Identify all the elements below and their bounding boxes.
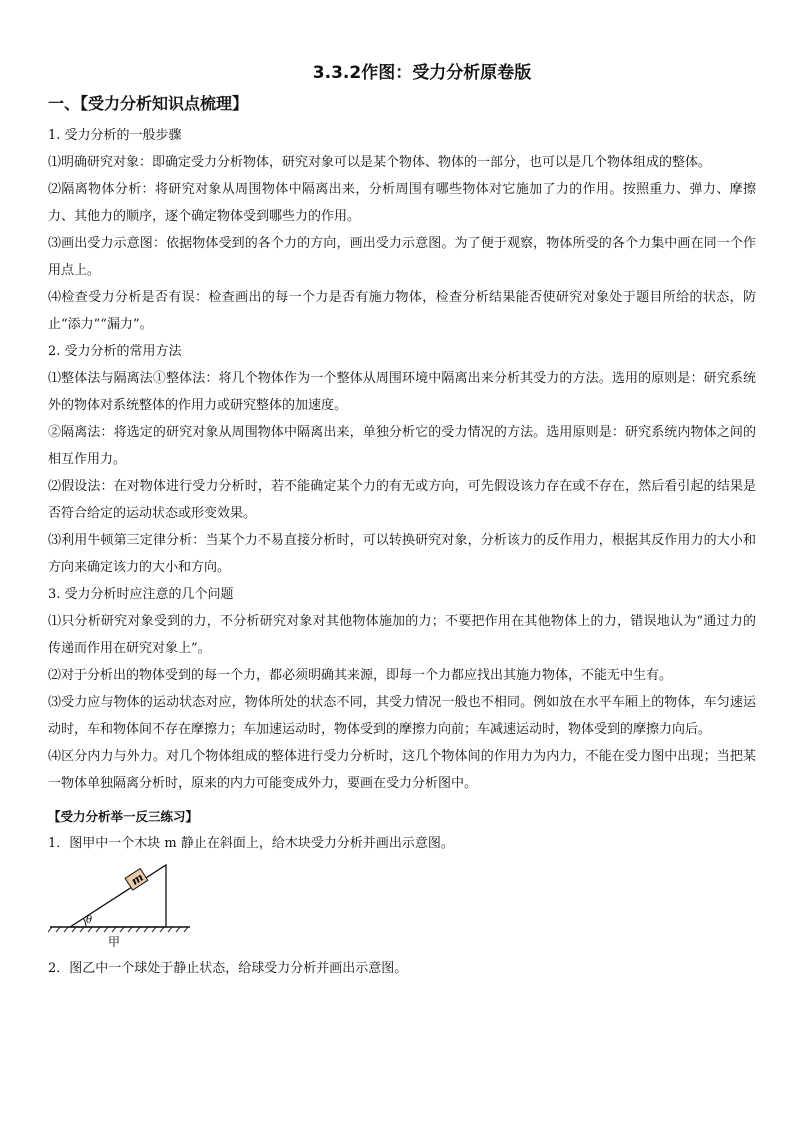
block-label: m	[128, 870, 146, 888]
incline-figure	[48, 861, 198, 951]
paragraph: ⑶受力应与物体的运动状态对应，物体所处的状态不同，其受力情况一般也不相同。例如放在水平车厢上的物体，车匀速运动时，车和物体间不存在摩擦力；车加速运动时，物体受到的摩擦力向前；车减速运动时，物体受到的摩擦力向后。	[48, 695, 756, 737]
section-heading-knowledge: 一、【受力分析知识点梳理】	[48, 94, 249, 113]
document-page	[48, 58, 756, 982]
paragraph: ⑵假设法：在对物体进行受力分析时，若不能确定某个力的有无或方向，可先假设该力存在或不存在，然后看引起的结果是否符合给定的运动状态或形变效果。	[48, 479, 756, 521]
paragraph: ⑶画出受力示意图：依据物体受到的各个力的方向，画出受力示意图。为了便于观察，物体所受的各个力集中画在同一个作用点上。	[48, 236, 756, 278]
problem-1: 1．图甲中一个木块 m 静止在斜面上，给木块受力分析并画出示意图。	[48, 836, 454, 851]
incline-diagram	[48, 861, 198, 933]
ground-hatch	[48, 927, 188, 932]
figure-caption: 甲	[108, 935, 121, 949]
subsection-title-1: 1. 受力分析的一般步骤	[48, 128, 182, 143]
paragraph: ⑵隔离物体分析：将研究对象从周围物体中隔离出来，分析周围有哪些物体对它施加了力的作用。按照重力、弹力、摩擦力、其他力的顺序，逐个确定物体受到哪些力的作用。	[48, 182, 756, 224]
practice-heading: 【受力分析举一反三练习】	[48, 809, 199, 824]
subsection-title-2: 2. 受力分析的常用方法	[48, 344, 182, 359]
paragraph: ⑵对于分析出的物体受到的每一个力，都必须明确其来源，即每一个力都应找出其施力物体，不能无中生有。	[48, 668, 673, 683]
subsection-title-3: 3. 受力分析时应注意的几个问题	[48, 587, 234, 602]
page-title: 3.3.2作图：受力分析原卷版	[312, 63, 532, 83]
incline-triangle	[70, 865, 166, 927]
angle-label: θ	[86, 915, 93, 926]
paragraph: ⑷检查受力分析是否有误：检查画出的每一个力是否有施力物体，检查分析结果能否使研究对象处于题目所给的状态，防止“添力”“漏力”。	[48, 290, 756, 332]
paragraph: ⑴明确研究对象：即确定受力分析物体，研究对象可以是某个物体、物体的一部分，也可以是几个物体组成的整体。	[48, 155, 712, 170]
paragraph: ②隔离法：将选定的研究对象从周围物体中隔离出来，单独分析它的受力情况的方法。选用原则是：研究系统内物体之间的相互作用力。	[48, 425, 756, 467]
problem-2: 2．图乙中一个球处于静止状态，给球受力分析并画出示意图。	[48, 961, 408, 976]
paragraph: ⑶利用牛顿第三定律分析：当某个力不易直接分析时，可以转换研究对象，分析该力的反作用力，根据其反作用力的大小和方向来确定该力的大小和方向。	[48, 533, 756, 575]
paragraph: ⑷区分内力与外力。对几个物体组成的整体进行受力分析时，这几个物体间的作用力为内力，不能在受力图中出现；当把某一物体单独隔离分析时，原来的内力可能变成外力，要画在受力分析图中。	[48, 749, 756, 791]
block	[125, 869, 148, 891]
paragraph: ⑴只分析研究对象受到的力，不分析研究对象对其他物体施加的力；不要把作用在其他物体上的力，错误地认为“通过力的传递而作用在研究对象上”。	[48, 614, 756, 656]
paragraph: ⑴整体法与隔离法①整体法：将几个物体作为一个整体从周围环境中隔离出来分析其受力的方法。选用的原则是：研究系统外的物体对系统整体的作用力或研究整体的加速度。	[48, 371, 756, 413]
